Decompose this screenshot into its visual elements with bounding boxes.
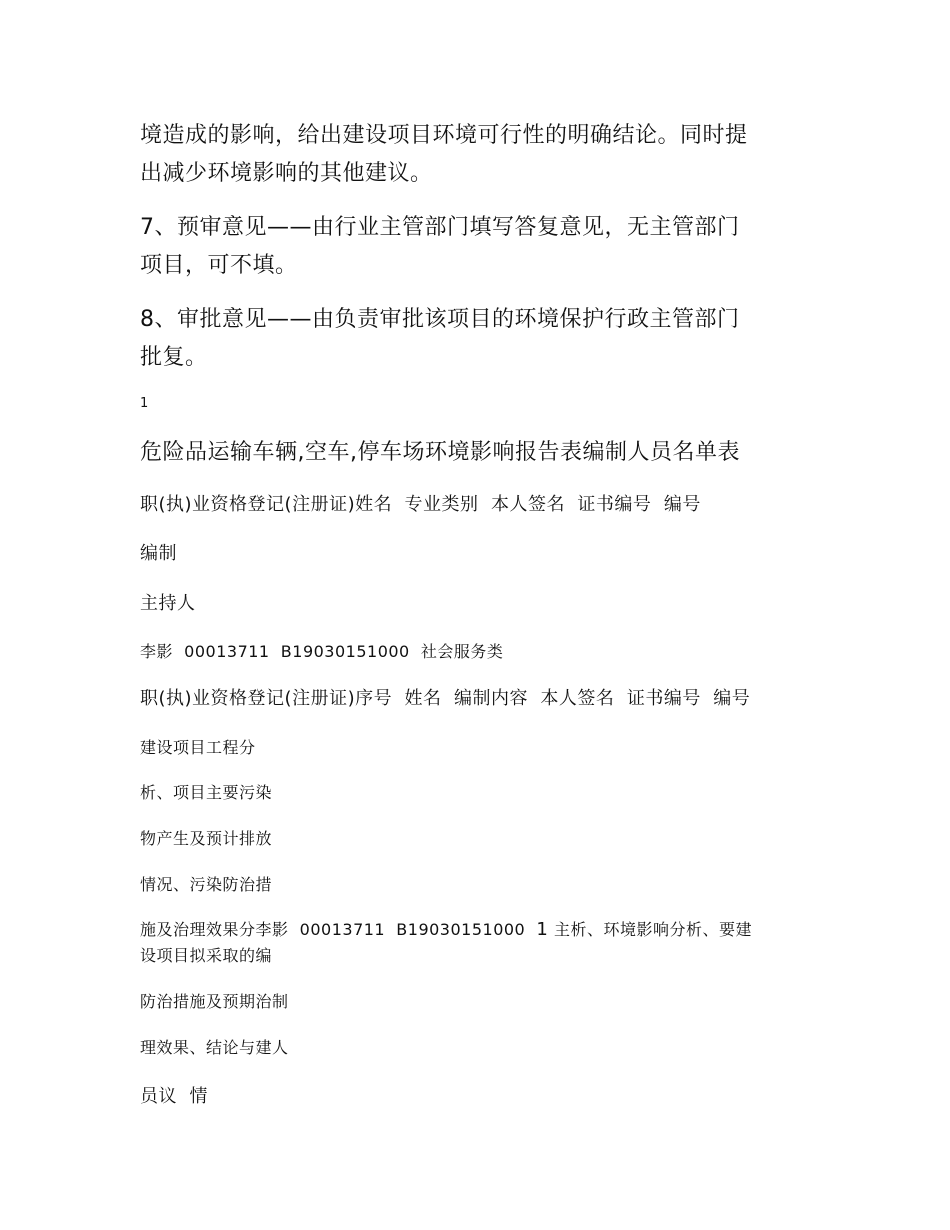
paragraph-preliminary-review-line1: 7、预审意见——由行业主管部门填写答复意见，无主管部门 — [140, 215, 740, 240]
table1-row-label-host: 主持人 — [140, 593, 196, 614]
table1-header: 职(执)业资格登记(注册证)姓名 专业类别 本人签名 证书编号 编号 — [140, 494, 701, 515]
paragraph-conclusion-line2: 出减少环境影响的其他建议。 — [140, 161, 433, 186]
table2-main-row-line1 — [140, 918, 752, 942]
page-number: 1 — [140, 396, 149, 411]
table2-main-row-text-a: 施及治理效果分李影 00013711 B19030151000 — [140, 920, 537, 939]
table2-main-row-line2: 设项目拟采取的编 — [140, 946, 273, 965]
table2-line: 情况、污染防治措 — [140, 875, 273, 894]
table2-line: 物产生及预计排放 — [140, 829, 273, 848]
paragraph-preliminary-review-line2: 项目，可不填。 — [140, 253, 298, 278]
paragraph-approval-line2: 批复。 — [140, 345, 208, 370]
table2-line: 理效果、结论与建人 — [140, 1038, 289, 1057]
table2-line: 析、项目主要污染 — [140, 783, 273, 802]
table1-row-data: 李影 00013711 B19030151000 社会服务类 — [140, 642, 504, 661]
paragraph-conclusion-line1: 境造成的影响，给出建设项目环境可行性的明确结论。同时提 — [140, 123, 748, 148]
table2-main-row-text-b: 主析、环境影响分析、要建 — [548, 920, 752, 939]
table2-header: 职(执)业资格登记(注册证)序号 姓名 编制内容 本人签名 证书编号 编号 — [140, 688, 751, 709]
paragraph-approval-line1: 8、审批意见——由负责审批该项目的环境保护行政主管部门 — [140, 307, 740, 332]
table2-main-row-seq: 1 — [536, 919, 549, 940]
section-title: 危险品运输车辆,空车,停车场环境影响报告表编制人员名单表 — [140, 440, 740, 465]
table2-last-line: 员议 情 — [140, 1086, 208, 1107]
table2-line: 防治措施及预期治制 — [140, 992, 289, 1011]
table2-line: 建设项目工程分 — [140, 738, 256, 757]
table1-row-label-compile: 编制 — [140, 543, 177, 564]
